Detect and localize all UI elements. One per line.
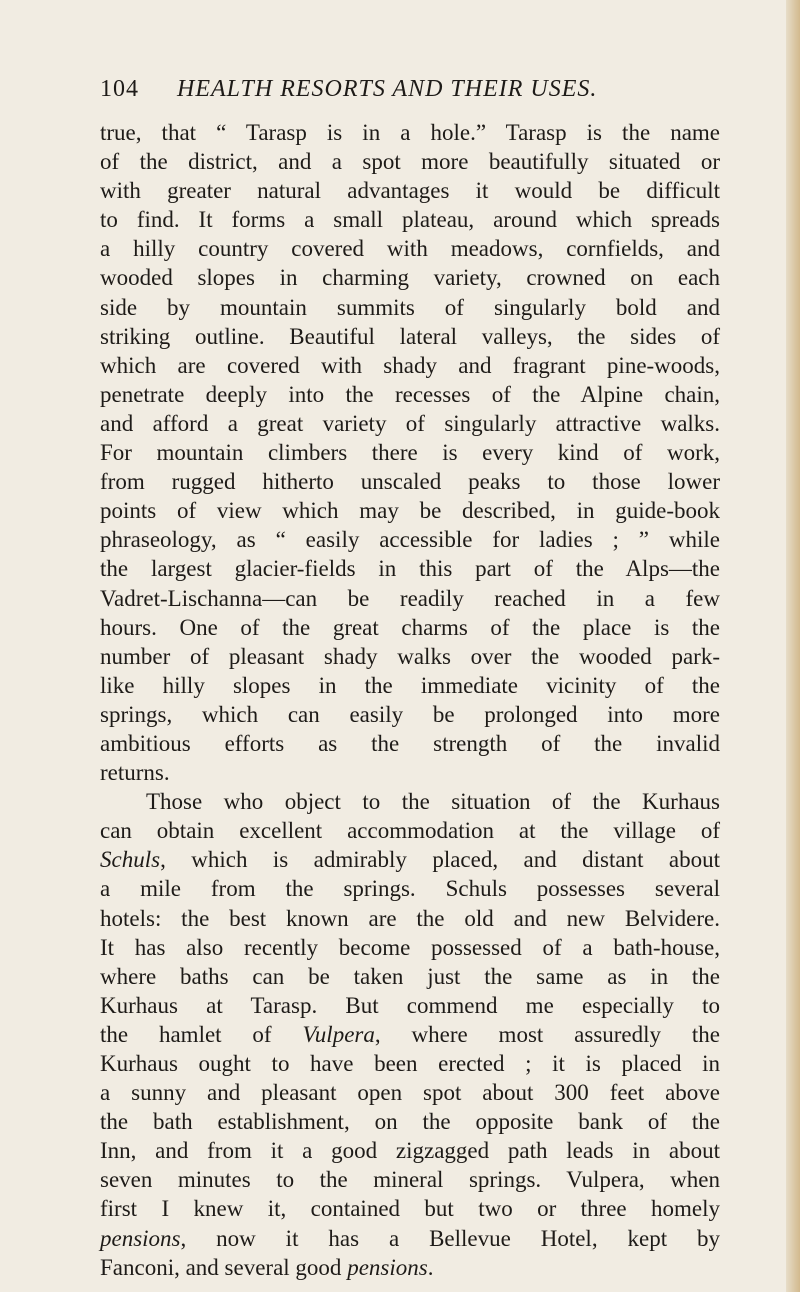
text-line: which are covered with shady and fragrant pine-woods, <box>100 352 720 378</box>
text-line: true, that “ Tarasp is in a hole.” Tarasp is the name <box>100 120 720 145</box>
text-line: from rugged hitherto unscaled peaks to those lower <box>100 469 720 495</box>
text-fragment: Fanconi, and several good <box>100 1254 342 1280</box>
italic-place-name: Schuls <box>100 847 161 873</box>
text-line: a sunny and pleasant open spot about 300 feet above <box>100 1080 720 1106</box>
text-line: wooded slopes in charming variety, crowned on each <box>100 265 720 291</box>
text-fragment: . <box>427 1254 434 1280</box>
text-line: the largest glacier-fields in this part of the Alps—the <box>100 556 720 582</box>
text-line: like hilly slopes in the immediate vicinity of the <box>100 672 720 698</box>
text-line <box>100 1253 720 1282</box>
text-line: striking outline. Beautiful lateral valleys, the sides of <box>100 323 720 349</box>
text-line: can obtain excellent accommodation at the village of <box>100 818 720 844</box>
page-header <box>100 76 720 116</box>
text-line: points of view which may be described, in guide-book <box>100 498 720 524</box>
text-line: number of pleasant shady walks over the wooded park- <box>100 643 720 669</box>
running-title: HEALTH RESORTS AND THEIR USES. <box>177 76 598 102</box>
text-line: with greater natural advantages it would be difficult <box>100 178 720 204</box>
text-line: of the district, and a spot more beautifully situated or <box>100 149 720 175</box>
text-fragment: the hamlet of <box>100 1021 272 1047</box>
page-edge <box>786 0 800 1292</box>
text-line: hours. One of the great charms of the place is the <box>100 614 720 640</box>
text-line: hotels: the best known are the old and new Belvidere. <box>100 905 720 931</box>
text-fragment: , which is admirably placed, and distant about <box>160 847 720 873</box>
page-number: 104 <box>100 76 139 102</box>
text-line: and afford a great variety of singularly attractive walks. <box>100 410 720 436</box>
italic-term: pensions <box>347 1254 428 1280</box>
body-text <box>100 118 720 1282</box>
text-line: It has also recently become possessed of a bath-house, <box>100 934 720 960</box>
text-fragment: , now it has a Bellevue Hotel, kept by <box>180 1225 720 1251</box>
text-line: to find. It forms a small plateau, around which spreads <box>100 207 720 233</box>
paragraph-start-line: Those who object to the situation of the Kurhaus <box>146 789 720 815</box>
text-line: side by mountain summits of singularly bold and <box>100 294 720 320</box>
italic-term: pensions <box>100 1225 181 1251</box>
text-line: returns. <box>100 760 170 786</box>
text-line: ambitious efforts as the strength of the invalid <box>100 730 720 756</box>
text-line: seven minutes to the mineral springs. Vulpera, when <box>100 1167 720 1193</box>
text-line: Kurhaus ought to have been erected ; it is placed in <box>100 1051 720 1076</box>
text-line: a hilly country covered with meadows, cornfields, and <box>100 236 720 262</box>
text-line: a mile from the springs. Schuls possesses several <box>100 876 720 902</box>
text-line <box>100 1020 720 1049</box>
text-line: For mountain climbers there is every kind of work, <box>100 440 720 466</box>
text-line: Kurhaus at Tarasp. But commend me especially to <box>100 992 720 1018</box>
text-line: Vadret-Lischanna—can be readily reached in a few <box>100 585 720 611</box>
text-line <box>100 1224 720 1253</box>
text-line: penetrate deeply into the recesses of the Alpine chain, <box>100 381 720 407</box>
text-fragment: , where most assuredly the <box>374 1021 720 1047</box>
text-line: phraseology, as “ easily accessible for ladies ; ” while <box>100 527 720 553</box>
text-line: where baths can be taken just the same as in the <box>100 963 720 989</box>
text-line: first I knew it, contained but two or three homely <box>100 1196 720 1222</box>
italic-place-name: Vulpera <box>302 1021 375 1047</box>
text-line: Inn, and from it a good zigzagged path leads in about <box>100 1138 720 1164</box>
text-line: the bath establishment, on the opposite bank of the <box>100 1109 720 1135</box>
text-line: springs, which can easily be prolonged into more <box>100 701 720 727</box>
text-line <box>100 845 720 874</box>
